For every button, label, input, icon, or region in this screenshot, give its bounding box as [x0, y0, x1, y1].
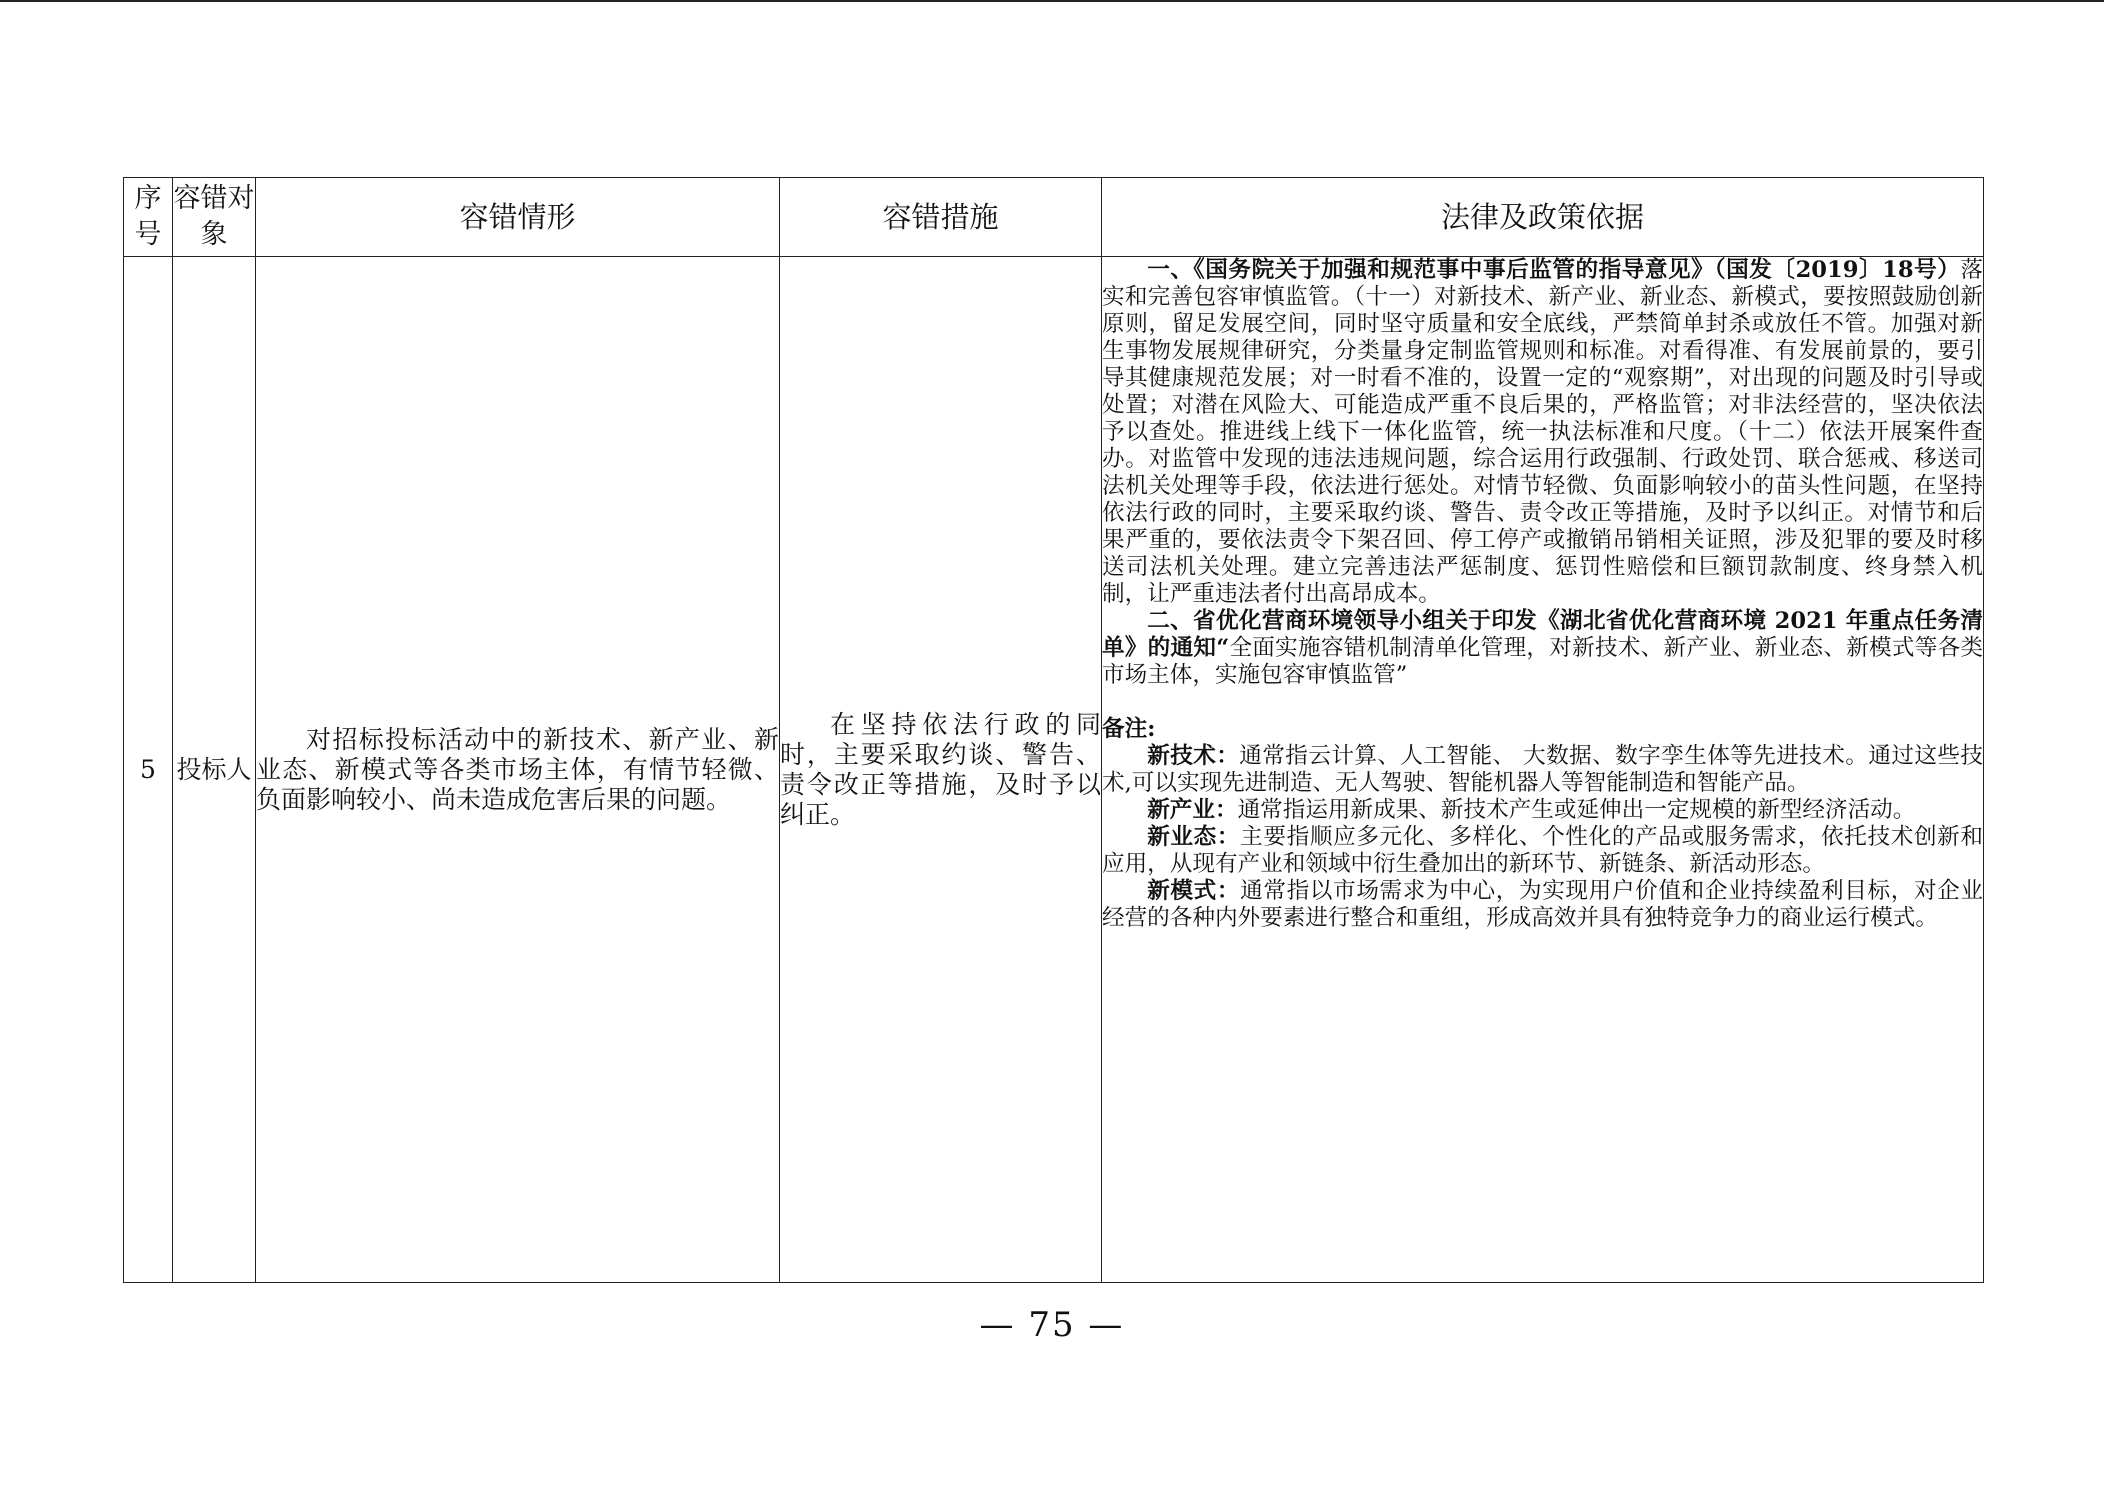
basis-item-1-text: 落实和完善包容审慎监管。（十一）对新技术、新产业、新业态、新模式，要按照鼓励创新原则，留足发展空间，同时坚守质量和安全底线，严禁简单封杀或放任不管。加强对新生事物发展规律研究，分类量身定制监管规则和标准。对看得准、有发展前景的，要引导其健康规范发展；对一时看不准的，设置一定的“观察期”，对出现的问题及时引导或处置；对潜在风险大、可能造成严重不良后果的，严格监管；对非法经营的，坚决依法予以查处。推进线上线下一体化监管，统一执法标准和尺度。（十二）依法开展案件查办。对监管中发现的违法违规问题，综合运用行政强制、行政处罚、联合惩戒、移送司法机关处理等手段，依法进行惩处。对情节轻微、负面影响较小的苗头性问题，在坚持依法行政的同时，主要采取约谈、警告、责令改正等措施，及时予以纠正。对情节和后果严重的，要依法责令下架召回、停工停产或撤销吊销相关证照，涉及犯罪的要及时移送司法机关处理。建立完善违法严惩制度、惩罚性赔偿和巨额罚款制度、终身禁入机制，让严重违法者付出高昂成本。: [1102, 257, 1983, 607]
note-new-technology: 新技术：通常指云计算、人工智能、 大数据、数字孪生体等先进技术。通过这些技术,可以实现先进制造、无人驾驶、智能机器人等智能制造和智能产品。: [1102, 743, 1984, 796]
header-seq: 序号: [124, 178, 173, 257]
header-basis: 法律及政策依据: [1102, 178, 1984, 257]
row-situation: 对招标投标活动中的新技术、新产业、新业态、新模式等各类市场主体，有情节轻微、负面影响较小、尚未造成危害后果的问题。: [256, 257, 780, 1283]
basis-item-1: [1102, 257, 1983, 608]
header-measure: 容错措施: [780, 178, 1102, 257]
row-seq: 5: [124, 257, 173, 1283]
page-number: — 75 —: [979, 1305, 1125, 1345]
basis-item-2-title: 二、省优化营商环境领导小组关于印发《湖北省优化营商环境 2021 年重点任务清单》的通知“: [1102, 608, 1983, 661]
note-term: 新业态：: [1147, 824, 1241, 850]
tolerance-table: [123, 177, 1984, 1283]
note-term: 新模式：: [1147, 878, 1241, 904]
header-situation: 容错情形: [256, 178, 780, 257]
row-measure: 在坚持依法行政的同时，主要采取约谈、警告、责令改正等措施，及时予以纠正。: [780, 257, 1102, 1283]
note-new-business-form: 新业态：主要指顺应多元化、多样化、个性化的产品或服务需求，依托技术创新和应用，从现有产业和领域中衍生叠加出的新环节、新链条、新活动形态。: [1102, 824, 1984, 877]
table-row: [124, 257, 1984, 1283]
note-label: 备注:: [1102, 716, 1156, 742]
header-row: [124, 178, 1984, 257]
row-target: 投标人: [173, 257, 256, 1283]
note-new-industry: 新产业：通常指运用新成果、新技术产生或延伸出一定规模的新型经济活动。: [1147, 797, 1916, 823]
header-target: 容错对象: [173, 178, 256, 257]
note-term: 新技术：: [1147, 743, 1240, 769]
basis-item-1-title: 一、《国务院关于加强和规范事中事后监管的指导意见》（国发〔2019〕18号）: [1147, 257, 1961, 283]
note-term: 新产业：: [1147, 797, 1238, 823]
note-new-model: 新模式：通常指以市场需求为中心，为实现用户价值和企业持续盈利目标，对企业经营的各种内外要素进行整合和重组，形成高效并具有独特竞争力的商业运行模式。: [1102, 878, 1984, 931]
top-border-line: [0, 0, 2104, 2]
row-basis: [1102, 257, 1984, 1283]
basis-item-2: [1102, 608, 1983, 689]
basis-item-2-text: 全面实施容错机制清单化管理，对新技术、新产业、新业态、新模式等各类市场主体，实施包容审慎监管”: [1102, 635, 1984, 688]
